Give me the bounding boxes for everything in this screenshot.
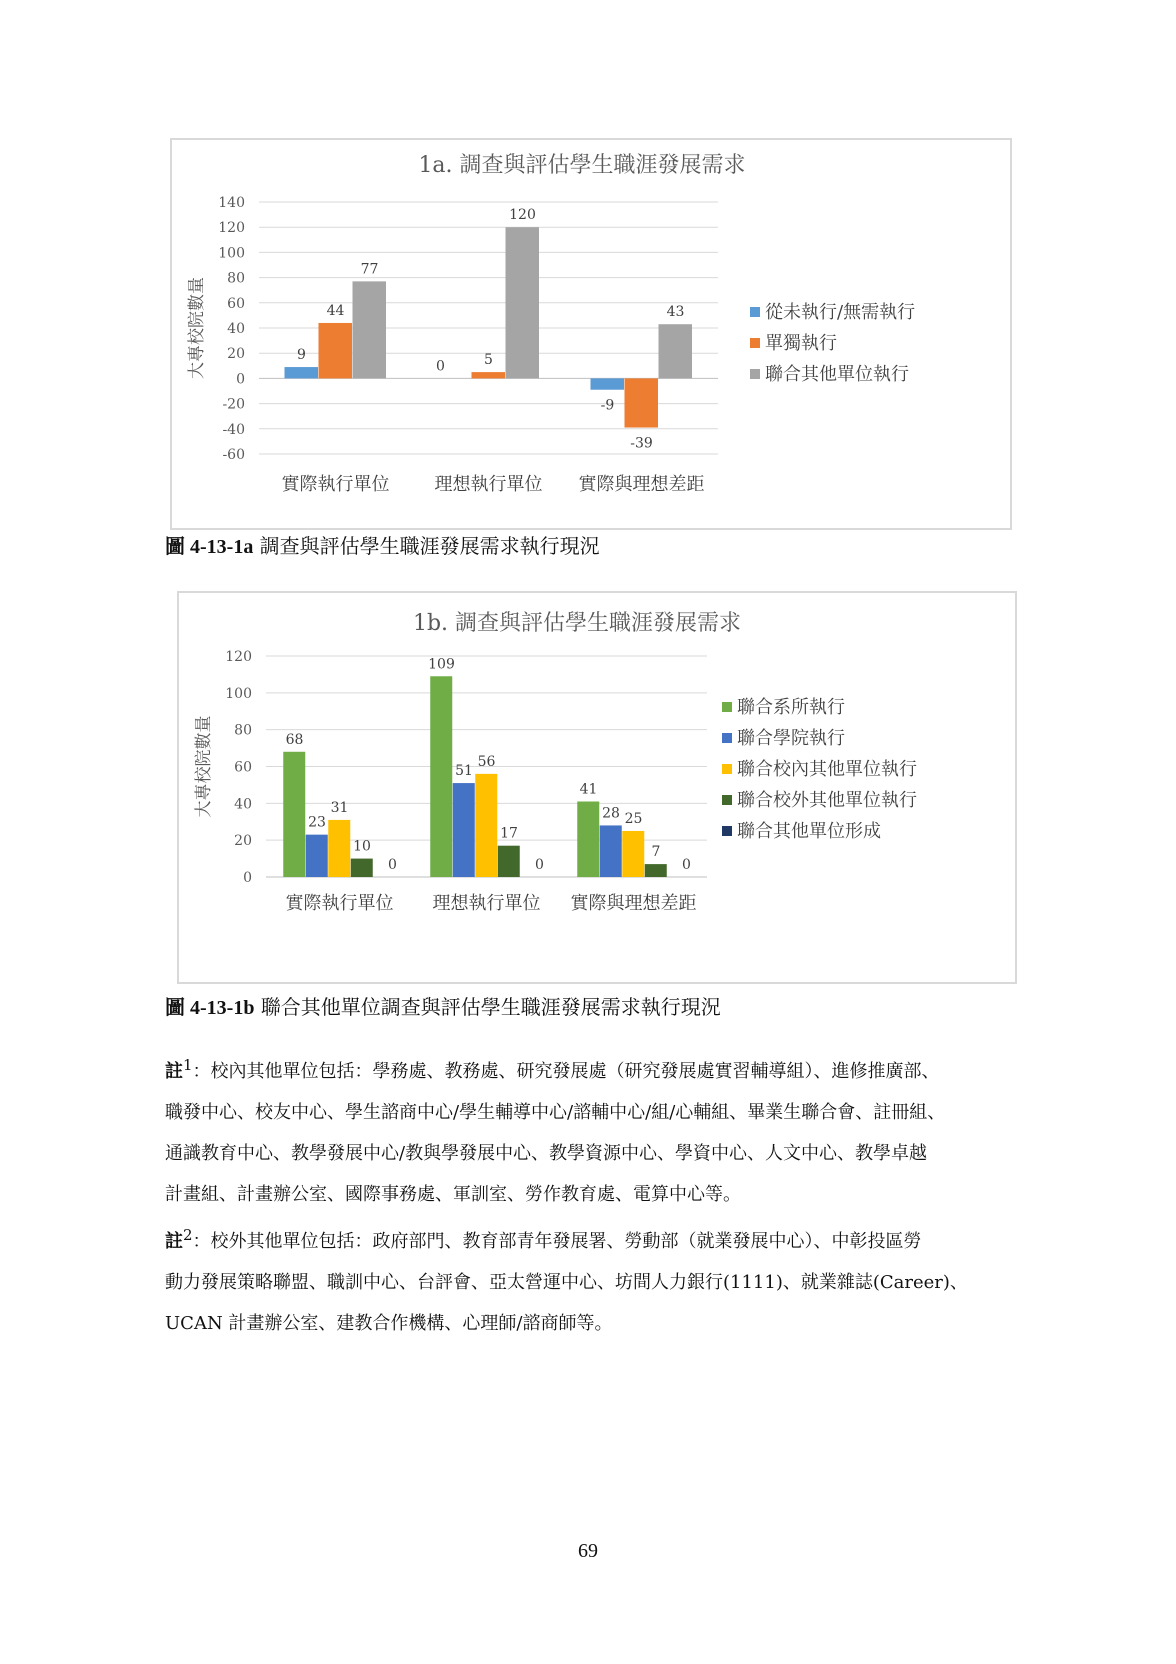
y-tick-label: 20 (234, 833, 252, 850)
footnotes (165, 1045, 1045, 1344)
data-label: 25 (624, 810, 643, 827)
bar (645, 864, 667, 877)
y-tick-label: 100 (218, 245, 245, 262)
y-tick-label: 60 (227, 295, 245, 312)
bar (328, 820, 350, 877)
y-tick-label: 100 (225, 685, 252, 702)
footnote-mark: 註 (165, 1231, 183, 1252)
data-label: 7 (651, 844, 661, 861)
y-tick-label: 120 (225, 649, 252, 665)
legend-swatch (722, 826, 732, 836)
bar (475, 774, 497, 877)
footnote-sup: 1 (183, 1056, 193, 1074)
footnote-line: UCAN 計畫辦公室、建教合作機構、心理師/諮商師等。 (165, 1313, 613, 1334)
footnote-line (165, 1045, 1045, 1092)
chart-1b-svg (179, 593, 1015, 982)
x-category-label: 實際執行單位 (281, 474, 390, 495)
y-tick-label: 20 (227, 346, 245, 363)
legend-swatch (750, 307, 760, 317)
data-label: 109 (428, 656, 455, 673)
y-tick-label: 120 (218, 220, 245, 237)
y-tick-label: 40 (227, 321, 245, 337)
chart-1a (170, 138, 1012, 530)
data-label: 31 (330, 799, 349, 816)
bar (472, 372, 506, 378)
legend-swatch (722, 733, 732, 743)
bar (319, 323, 353, 378)
data-label: 0 (535, 857, 544, 873)
footnote-line: 計畫組、計畫辦公室、國際事務處、軍訓室、勞作教育處、電算中心等。 (165, 1184, 741, 1205)
y-tick-label: 140 (218, 195, 245, 211)
y-tick-label: 80 (227, 270, 245, 287)
bar (591, 378, 625, 389)
footnote-mark: 註 (165, 1061, 183, 1082)
y-tick-label: 0 (236, 371, 245, 388)
bar (430, 676, 452, 877)
bar (283, 752, 305, 877)
data-label: 68 (285, 731, 304, 748)
y-tick-label: -60 (222, 447, 245, 463)
chart-1b (177, 591, 1017, 984)
footnote-2 (165, 1215, 1045, 1344)
legend-label: 從未執行/無需執行 (765, 302, 916, 323)
y-tick-label: -40 (222, 421, 245, 438)
legend-label: 聯合校外其他單位執行 (737, 790, 917, 811)
bar (577, 801, 599, 877)
data-label: 56 (477, 753, 496, 770)
data-label: 5 (484, 352, 493, 369)
bar (453, 783, 475, 877)
figure-caption-1b (165, 994, 721, 1021)
data-label: 23 (308, 814, 326, 831)
data-label: 9 (297, 347, 306, 364)
bar (306, 835, 328, 877)
data-label: -39 (630, 435, 653, 452)
x-category-label: 實際與理想差距 (570, 893, 697, 914)
data-label: -9 (600, 397, 615, 414)
footnote-line: 職發中心、校友中心、學生諮商中心/學生輔導中心/諮輔中心/組/心輔組、畢業生聯合會、註冊組、 (165, 1102, 946, 1123)
footnote-line (165, 1215, 1045, 1262)
bar (351, 859, 373, 877)
caption-1a-text: 調查與評估學生職涯發展需求執行現況 (253, 534, 600, 558)
bar (600, 825, 622, 877)
legend-swatch (722, 702, 732, 712)
footnote-sup: 2 (183, 1226, 193, 1244)
x-category-label: 實際與理想差距 (578, 474, 705, 495)
chart-title: 1b. 調查與評估學生職涯發展需求 (412, 611, 742, 636)
bar (285, 367, 319, 378)
caption-1b-number: 圖 4-13-1b (165, 997, 255, 1019)
legend-swatch (750, 369, 760, 379)
data-label: 43 (666, 304, 685, 321)
bar (659, 324, 693, 378)
legend-label: 聯合學院執行 (737, 728, 845, 749)
x-category-label: 理想執行單位 (432, 893, 541, 914)
footnote-line: 動力發展策略聯盟、職訓中心、台評會、亞太營運中心、坊間人力銀行(1111)、就業雜誌(Career)、 (165, 1272, 968, 1293)
chart-1a-svg (172, 140, 1010, 528)
x-category-label: 理想執行單位 (434, 474, 543, 495)
caption-1b-text: 聯合其他單位調查與評估學生職涯發展需求執行現況 (254, 995, 721, 1019)
legend-swatch (722, 795, 732, 805)
legend-swatch (722, 764, 732, 774)
y-axis-label: 大專校院數量 (194, 715, 214, 818)
y-tick-label: 40 (234, 796, 252, 813)
data-label: 120 (509, 207, 536, 224)
data-label: 44 (326, 302, 345, 319)
y-axis-label: 大專校院數量 (187, 277, 207, 379)
footnote-line: 通識教育中心、教學發展中心/教與學發展中心、教學資源中心、學資中心、人文中心、教學卓越 (165, 1143, 928, 1164)
chart-title: 1a. 調查與評估學生職涯發展需求 (418, 153, 746, 178)
y-tick-label: -20 (222, 396, 245, 413)
data-label: 51 (455, 763, 473, 780)
bar (506, 227, 540, 378)
data-label: 0 (388, 857, 397, 873)
y-tick-label: 80 (234, 722, 252, 739)
data-label: 41 (579, 781, 598, 798)
legend-label: 聯合校內其他單位執行 (737, 759, 917, 780)
data-label: 77 (360, 261, 379, 278)
y-tick-label: 60 (234, 759, 252, 776)
footnote-text: ：校內其他單位包括：學務處、教務處、研究發展處（研究發展處實習輔導組）、進修推廣部、 (192, 1061, 940, 1082)
footnote-1 (165, 1045, 1045, 1215)
bar (622, 831, 644, 877)
data-label: 0 (436, 358, 445, 375)
bar (498, 846, 520, 877)
caption-1a-number: 圖 4-13-1a (165, 536, 254, 558)
legend-swatch (750, 338, 760, 348)
legend-label: 聯合系所執行 (737, 697, 845, 718)
bar (625, 378, 659, 427)
legend-label: 聯合其他單位形成 (737, 821, 881, 842)
data-label: 17 (500, 825, 518, 842)
bar (353, 281, 387, 378)
y-tick-label: 0 (243, 870, 252, 886)
footnote-text: ：校外其他單位包括：政府部門、教育部青年發展署、勞動部（就業發展中心）、中彰投區勞 (192, 1231, 922, 1252)
page-number: 69 (578, 1540, 598, 1562)
figure-caption-1a (165, 533, 600, 560)
legend-label: 單獨執行 (765, 333, 837, 354)
data-label: 10 (353, 838, 371, 855)
data-label: 0 (682, 857, 691, 873)
data-label: 28 (602, 805, 620, 822)
legend-label: 聯合其他單位執行 (765, 364, 909, 385)
x-category-label: 實際執行單位 (285, 893, 394, 914)
